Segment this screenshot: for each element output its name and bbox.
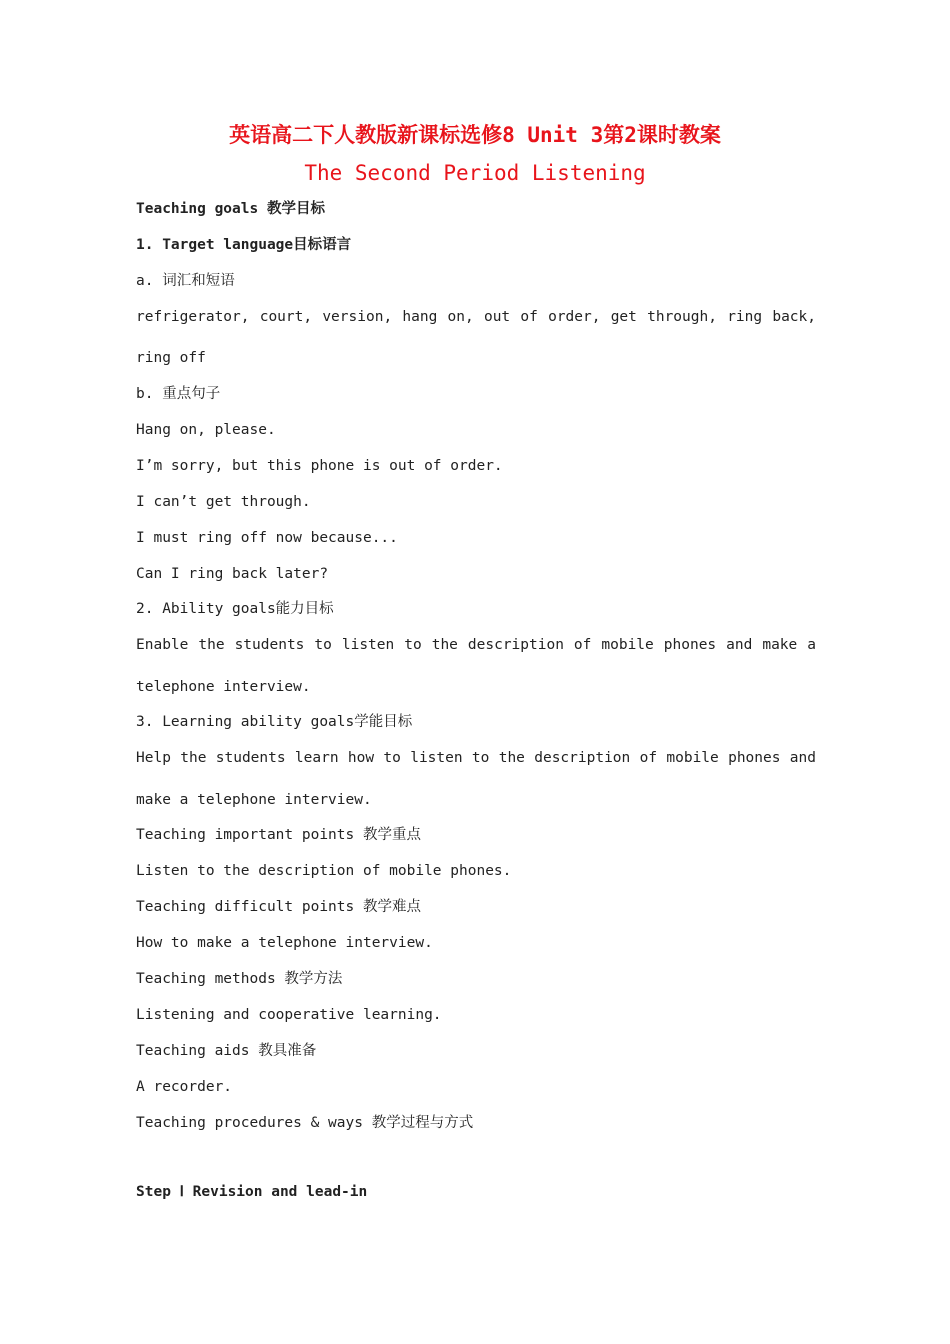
paragraph-line: Listening and cooperative learning.: [136, 1007, 442, 1023]
paragraph-line: Help the students learn how to listen to the description of mobile phones and: [136, 750, 816, 766]
paragraph-line: make a telephone interview.: [136, 792, 372, 808]
paragraph-line: How to make a telephone interview.: [136, 935, 433, 951]
heading-teaching-aids: Teaching aids 教具准备: [136, 1043, 317, 1059]
subheading-vocabulary: a. 词汇和短语: [136, 273, 235, 289]
heading-step-one: Step Ⅰ Revision and lead-in: [136, 1184, 368, 1200]
heading-target-language: 1. Target language目标语言: [136, 237, 352, 253]
sentence-line: I can’t get through.: [136, 494, 311, 510]
vocabulary-line: refrigerator, court, version, hang on, out of order, get through, ring back,: [136, 309, 816, 325]
subheading-key-sentences: b. 重点句子: [136, 386, 221, 402]
sentence-line: Can I ring back later?: [136, 566, 329, 582]
paragraph-line: Enable the students to listen to the description of mobile phones and make a: [136, 637, 816, 653]
paragraph-line: telephone interview.: [136, 679, 311, 695]
paragraph-line: Listen to the description of mobile phones.: [136, 863, 512, 879]
sentence-line: Hang on, please.: [136, 422, 276, 438]
heading-teaching-methods: Teaching methods 教学方法: [136, 971, 343, 987]
vocabulary-line: ring off: [136, 350, 206, 366]
heading-important-points: Teaching important points 教学重点: [136, 827, 421, 843]
document-subtitle: The Second Period Listening: [304, 161, 646, 185]
heading-teaching-goals: Teaching goals 教学目标: [136, 201, 325, 217]
heading-teaching-procedures: Teaching procedures & ways 教学过程与方式: [136, 1115, 474, 1131]
heading-learning-ability-goals: 3. Learning ability goals学能目标: [136, 714, 413, 730]
sentence-line: I must ring off now because...: [136, 530, 398, 546]
document-title: 英语高二下人教版新课标选修8 Unit 3第2课时教案: [229, 123, 721, 147]
paragraph-line: A recorder.: [136, 1079, 233, 1095]
heading-ability-goals: 2. Ability goals能力目标: [136, 601, 334, 617]
heading-difficult-points: Teaching difficult points 教学难点: [136, 899, 421, 915]
sentence-line: I’m sorry, but this phone is out of order.: [136, 458, 503, 474]
